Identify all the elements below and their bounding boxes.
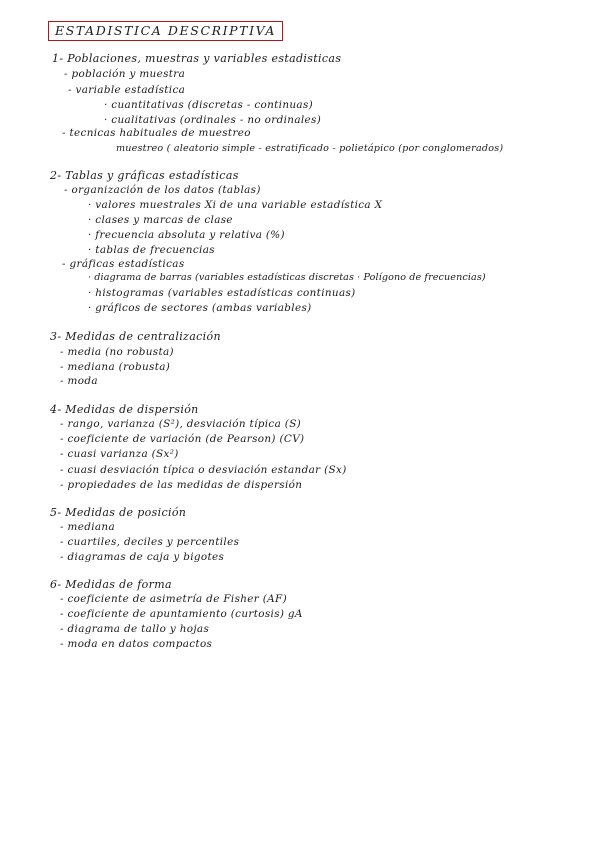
list-item: - propiedades de las medidas de dispersión [60,479,303,491]
list-item: - mediana [60,521,116,533]
list-item: - rango, varianza (S²), desviación típica (S) [60,418,302,430]
list-item: - tecnicas habituales de muestreo [62,127,251,139]
list-item: - media (no robusta) [60,346,174,358]
section-6-heading: 6- Medidas de forma [50,578,172,591]
list-item: muestreo ( aleatorio simple - estratificado - polietápico (por conglomerados) [116,143,504,154]
section-2-heading: 2- Tablas y gráficas estadísticas [50,169,239,182]
list-item: - moda [60,375,98,387]
section-3-heading: 3- Medidas de centralización [50,330,221,343]
list-item: · frecuencia absoluta y relativa (%) [88,229,285,241]
list-item: - coeficiente de variación (de Pearson) (CV) [60,433,305,445]
list-item: · diagrama de barras (variables estadísticas discretas · Polígono de frecuencias) [88,272,486,283]
list-item: - cuasi varianza (Sx²) [60,448,179,460]
list-item: · cuantitativas (discretas - continuas) [104,99,314,111]
list-item: · cualitativas (ordinales - no ordinales) [104,114,322,126]
list-item: - coeficiente de asimetría de Fisher (AF) [60,593,287,605]
list-item: - organización de los datos (tablas) [64,184,261,196]
list-item: - diagramas de caja y bigotes [60,551,225,563]
section-1-heading: 1- Poblaciones, muestras y variables estadisticas [52,52,342,65]
list-item: - mediana (robusta) [60,361,171,373]
list-item: - moda en datos compactos [60,638,213,650]
list-item: - población y muestra [64,68,186,80]
page-title: ESTADISTICA DESCRIPTIVA [48,21,283,41]
list-item: - cuartiles, deciles y percentiles [60,536,240,548]
list-item: · histogramas (variables estadísticas continuas) [88,287,356,299]
list-item: · valores muestrales Xi de una variable estadística X [88,199,383,211]
list-item: - coeficiente de apuntamiento (curtosis) gA [60,608,303,620]
list-item: - variable estadística [68,84,186,96]
list-item: - cuasi desviación típica o desviación estandar (Sx) [60,464,347,476]
section-5-heading: 5- Medidas de posición [50,506,187,519]
list-item: - diagrama de tallo y hojas [60,623,210,635]
list-item: · gráficos de sectores (ambas variables) [88,302,312,314]
list-item: - gráficas estadísticas [62,258,185,270]
list-item: · clases y marcas de clase [88,214,233,226]
section-4-heading: 4- Medidas de dispersión [50,403,199,416]
list-item: · tablas de frecuencias [88,244,215,256]
